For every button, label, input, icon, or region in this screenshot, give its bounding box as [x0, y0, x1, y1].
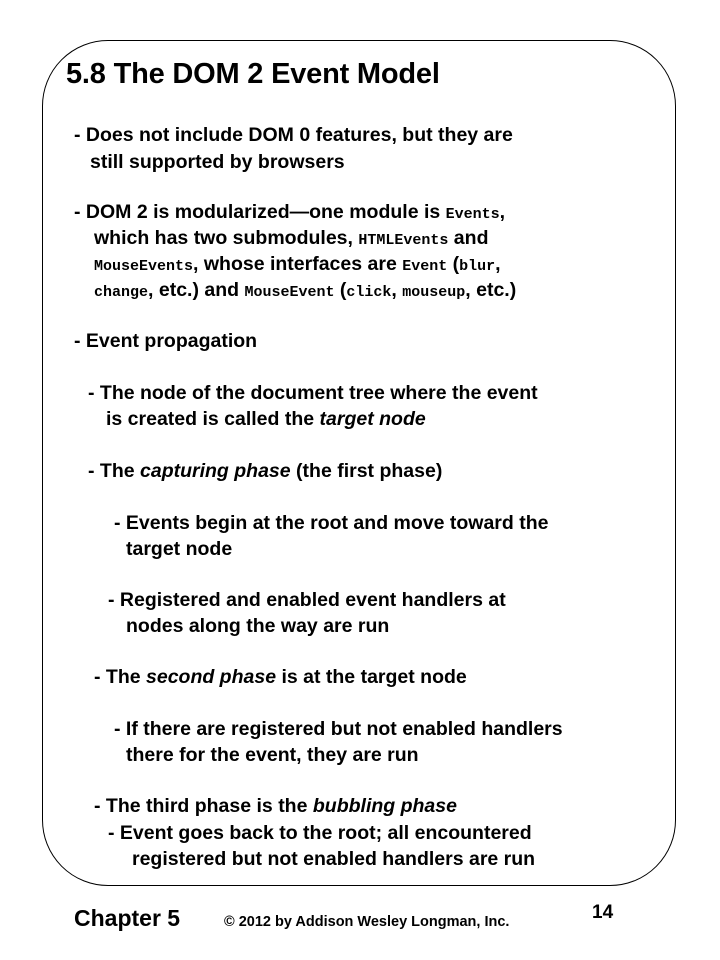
text: ,: [499, 201, 506, 223]
code-change: change: [94, 284, 149, 301]
text: is created is called the: [106, 408, 320, 430]
bullet-not-enabled-line2: there for the event, they are run: [126, 744, 419, 766]
code-event: Event: [402, 258, 448, 275]
text: and: [448, 227, 489, 249]
bullet-not-enabled-line1: - If there are registered but not enabled handlers: [114, 718, 563, 740]
code-mouseevents: MouseEvents: [94, 258, 194, 275]
text: ,: [391, 279, 403, 301]
footer-chapter: Chapter 5: [74, 905, 181, 931]
slide-title: 5.8 The DOM 2 Event Model: [66, 58, 440, 90]
text: ,: [495, 253, 501, 275]
text: , etc.): [465, 279, 517, 301]
bullet-modularized-line1: [74, 203, 505, 223]
emphasis-target-node: target node: [319, 408, 426, 430]
text: - The: [88, 460, 140, 482]
bullet-modularized-line4: [94, 281, 516, 301]
bullet-capturing-phase: [88, 462, 442, 482]
bullet-goes-back-line2: registered but not enabled handlers are run: [132, 848, 536, 870]
bullet-registered-enabled-line1: - Registered and enabled event handlers at: [108, 589, 506, 611]
code-mouseevent: MouseEvent: [244, 284, 335, 301]
text: - The third phase is the: [94, 795, 313, 817]
emphasis-second-phase: second phase: [146, 666, 277, 688]
text: (: [334, 279, 347, 301]
text: (the first phase): [290, 460, 443, 482]
bullet-dom0-line2: still supported by browsers: [90, 151, 345, 173]
text: (: [447, 253, 460, 275]
bullet-event-propagation: - Event propagation: [74, 330, 258, 352]
text: is at the target node: [276, 666, 467, 688]
code-events: Events: [445, 206, 500, 223]
emphasis-capturing-phase: capturing phase: [140, 460, 291, 482]
footer-copyright: © 2012 by Addison Wesley Longman, Inc.: [224, 914, 510, 930]
code-blur: blur: [459, 258, 496, 275]
emphasis-bubbling-phase: bubbling phase: [312, 795, 457, 817]
bullet-registered-enabled-line2: nodes along the way are run: [126, 615, 390, 637]
text: , etc.) and: [148, 279, 245, 301]
bullet-third-phase: [94, 797, 457, 817]
code-mouseup: mouseup: [402, 284, 466, 301]
bullet-goes-back-line1: - Event goes back to the root; all encountered: [108, 822, 532, 844]
bullet-target-node-line2: [106, 410, 426, 430]
text: which has two submodules,: [94, 227, 359, 249]
bullet-target-node-line1: - The node of the document tree where the event: [88, 382, 538, 404]
bullet-events-begin-line2: target node: [126, 538, 233, 560]
text: - DOM 2 is modularized—one module is: [74, 201, 446, 223]
code-htmlevents: HTMLEvents: [358, 232, 449, 249]
text: - The: [94, 666, 146, 688]
bullet-modularized-line3: [94, 255, 501, 275]
bullet-modularized-line2: [94, 229, 488, 249]
bullet-events-begin-line1: - Events begin at the root and move toward the: [114, 512, 549, 534]
bullet-dom0-line1: - Does not include DOM 0 features, but they are: [74, 124, 513, 146]
page-number: 14: [592, 902, 614, 923]
bullet-second-phase: [94, 668, 467, 688]
code-click: click: [346, 284, 392, 301]
text: , whose interfaces are: [193, 253, 403, 275]
